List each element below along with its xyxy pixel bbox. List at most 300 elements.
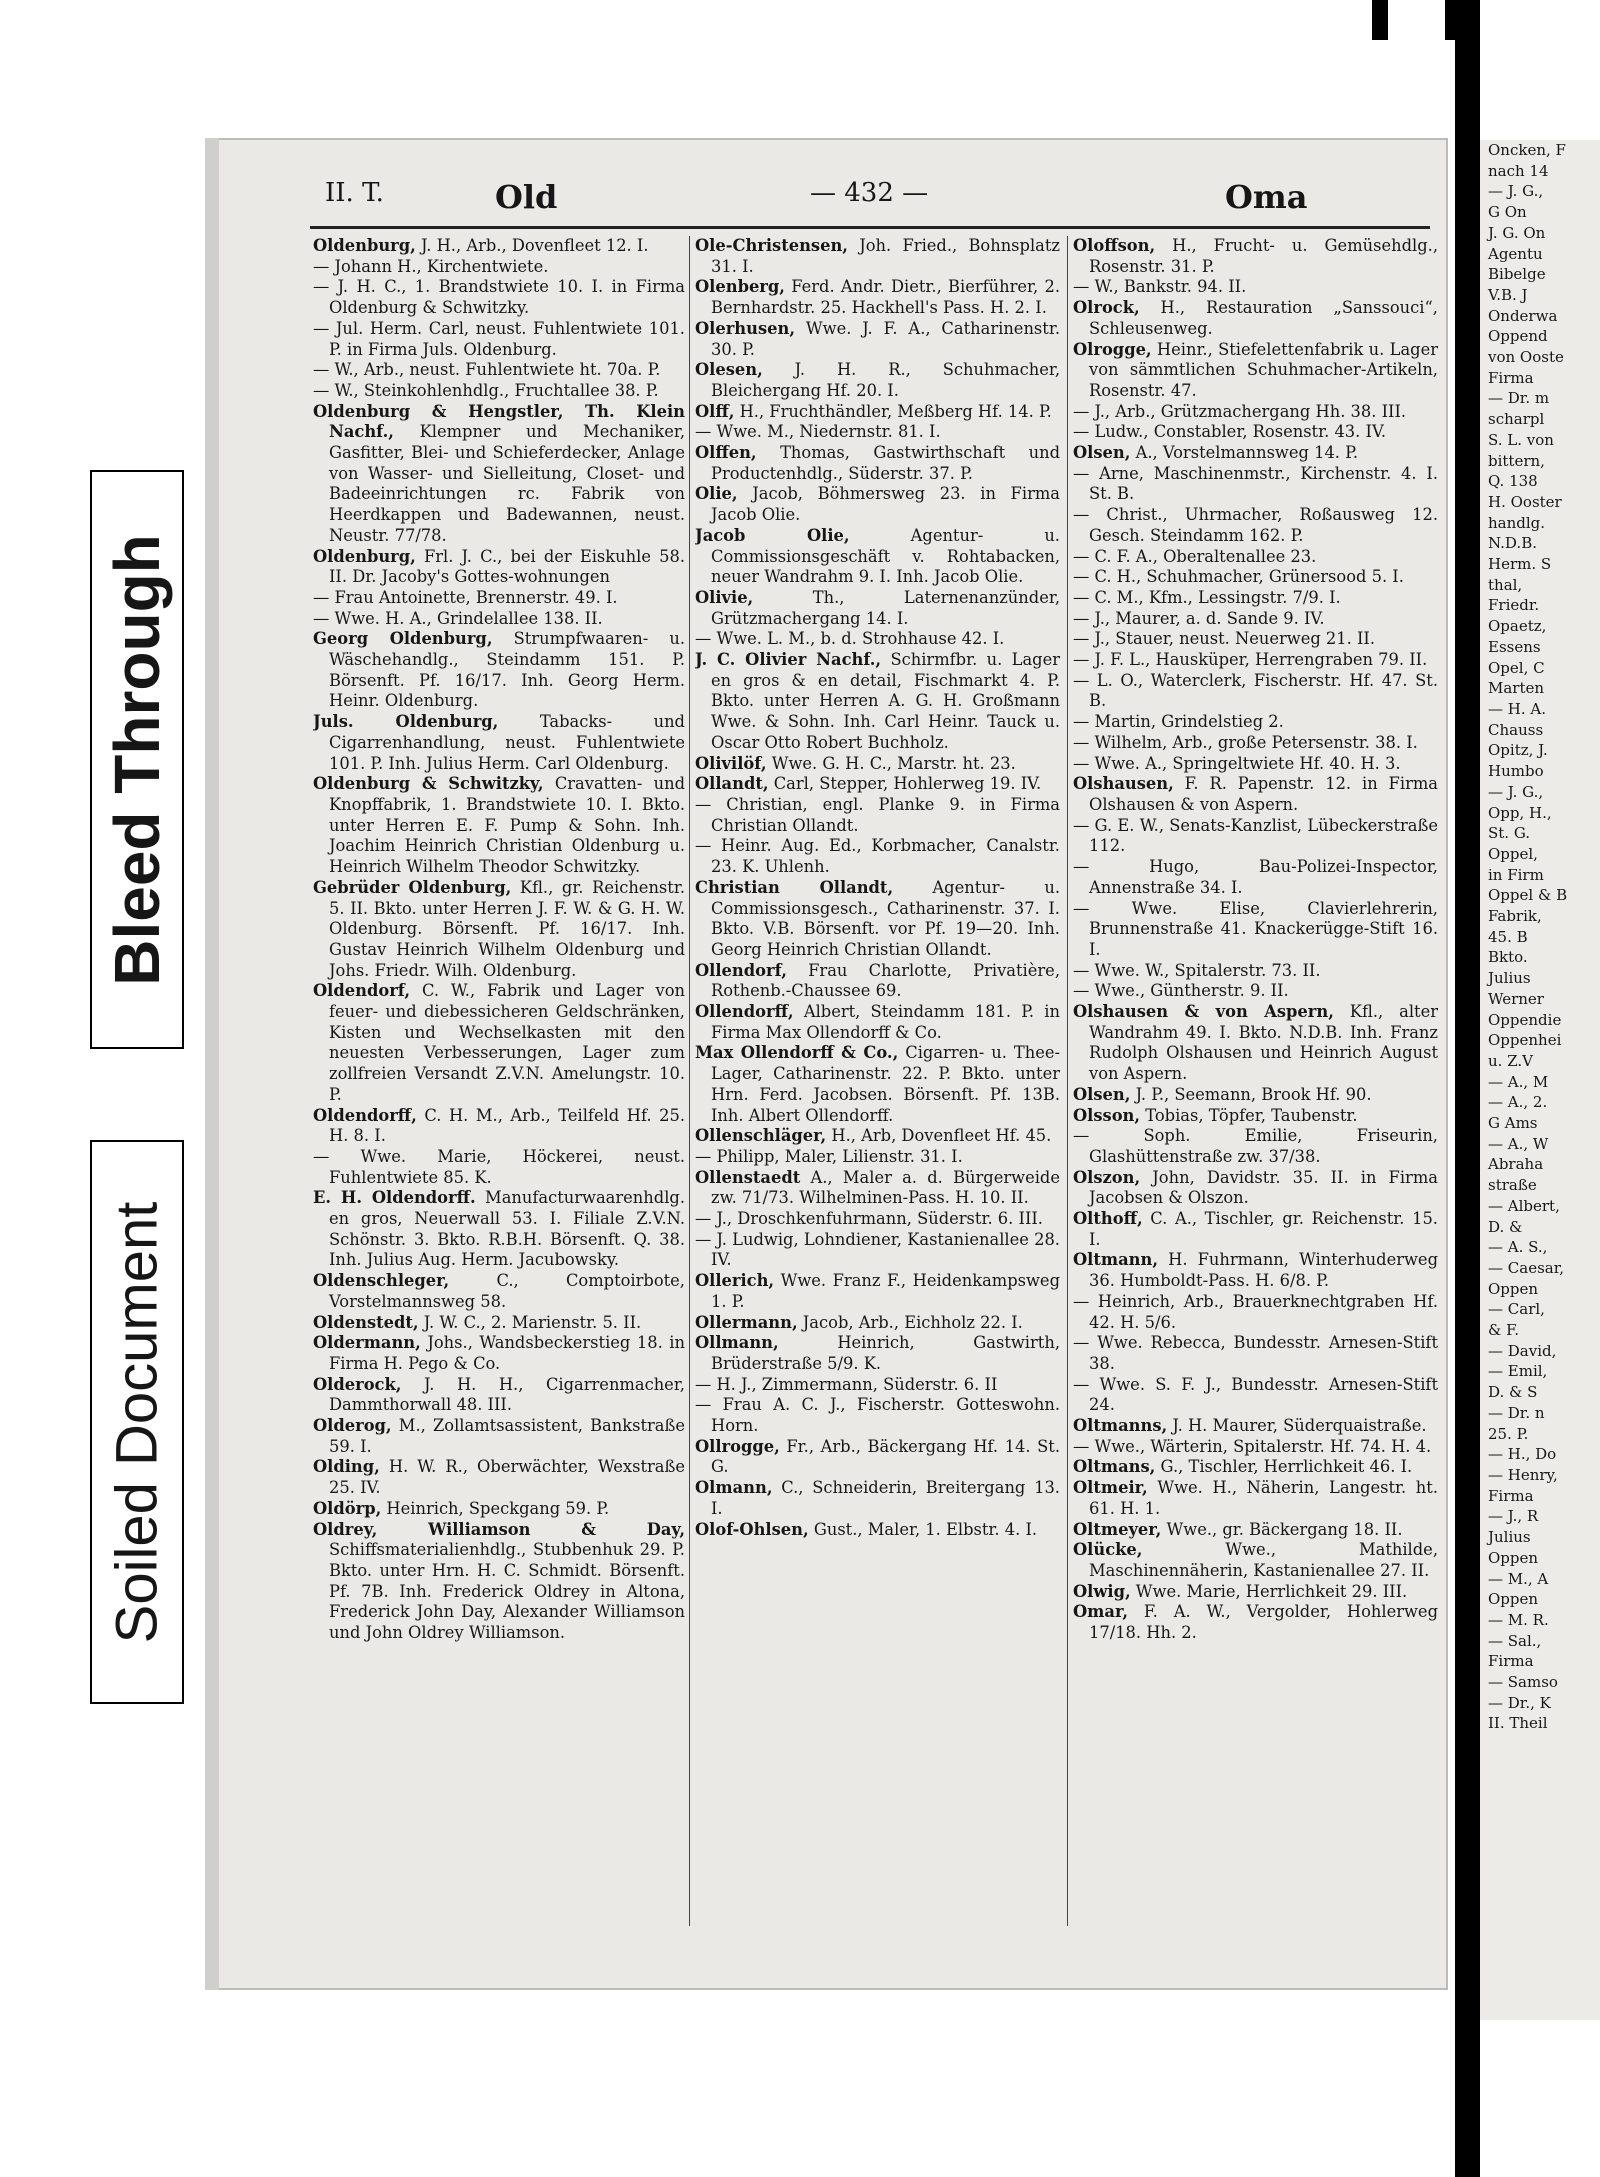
- facing-page-line: Fabrik,: [1488, 907, 1542, 926]
- entry-details: C., Schneiderin, Breitergang 13. I.: [711, 1478, 1060, 1518]
- entry-details: Wwe. Franz F., Heidenkampsweg 1. P.: [711, 1271, 1060, 1311]
- directory-entry: [313, 319, 685, 360]
- facing-page-line: Julius: [1488, 1528, 1531, 1547]
- entry-surname: Oldrey, Williamson & Day,: [313, 1519, 685, 1539]
- entry-surname: Oltmanns,: [1073, 1416, 1168, 1436]
- directory-column-1: [313, 236, 685, 1966]
- directory-entry: [313, 402, 685, 547]
- facing-page-line: N.D.B.: [1488, 534, 1537, 553]
- entry-details: A., Maler a. d. Bürgerweide zw. 71/73. Wilhelminen-Pass. H. 10. II.: [711, 1167, 1060, 1208]
- directory-entry: [1073, 277, 1438, 298]
- entry-details: H., Frucht- u. Gemüsehdlg., Rosenstr. 31. P.: [1089, 236, 1438, 276]
- facing-page-line: handlg.: [1488, 513, 1546, 532]
- entry-details: Johs., Wandsbeckerstieg 18. in Firma H. Pego & Co.: [329, 1333, 685, 1373]
- entry-details: Manufacturwaarenhdlg. en gros, Neuerwall 53. I. Filiale Z.V.N. Schönstr. 3. Bkto. R.B.H. Börsenft. Q. 38. Inh. Julius Aug. Herm. Jacubowsky.: [329, 1188, 685, 1270]
- entry-details: H., Fruchthändler, Meßberg Hf. 14. P.: [734, 401, 1052, 421]
- facing-page-line: V.B. J: [1488, 285, 1528, 304]
- directory-entry: [695, 836, 1060, 877]
- directory-entry: [313, 774, 685, 878]
- entry-details: — Wwe. Elise, Clavierlehrerin, Brunnenstraße 41. Knackerügge-Stift 16. I.: [1073, 898, 1438, 959]
- directory-entry: [1073, 1106, 1438, 1127]
- entry-details: Heinrich, Speckgang 59. P.: [381, 1498, 610, 1518]
- directory-entry: [1073, 505, 1438, 546]
- entry-surname: Ollandt,: [695, 774, 769, 794]
- directory-entry: [1073, 733, 1438, 754]
- facing-page-line: S. L. von: [1488, 430, 1554, 449]
- entry-surname: Olivie,: [695, 587, 754, 607]
- directory-entry: [313, 236, 685, 257]
- facing-page-line: — A. S.,: [1488, 1238, 1548, 1257]
- entry-details: Jacob, Arb., Eichholz 22. I.: [797, 1312, 1023, 1332]
- overlay-labels: [0, 0, 200, 2177]
- entry-details: — W., Bankstr. 94. II.: [1073, 277, 1247, 297]
- directory-entry: [695, 1126, 1060, 1147]
- entry-details: — G. E. W., Senats-Kanzlist, Lübeckerstraße 112.: [1073, 815, 1438, 856]
- entry-surname: Oldenburg & Hengstler, Th. Klein Nachf.,: [313, 401, 685, 442]
- directory-entry: [695, 1230, 1060, 1271]
- facing-page-line: Firma: [1488, 1486, 1534, 1505]
- book-spine: [1455, 0, 1480, 2177]
- entry-details: C. W., Fabrik und Lager von feuer- und diebessicheren Geldschränken, Kisten und Wechselkasten mit den neuesten Verbesserungen, Lager zum zollfreien Versandt Z.V.N. Amelungstr. 10. P.: [329, 981, 685, 1104]
- directory-entry: [695, 360, 1060, 401]
- entry-surname: Oldenburg,: [313, 236, 416, 255]
- directory-entry: [695, 526, 1060, 588]
- entry-details: — Soph. Emilie, Friseurin, Glashüttenstraße zw. 37/38.: [1073, 1126, 1438, 1166]
- directory-entry: [1073, 899, 1438, 961]
- entry-details: G., Tischler, Herrlichkeit 46. I.: [1155, 1457, 1413, 1477]
- directory-entry: [1073, 1457, 1438, 1478]
- entry-surname: E. H. Oldendorff.: [313, 1188, 476, 1208]
- directory-entry: [313, 1499, 685, 1520]
- directory-entry: [313, 1457, 685, 1498]
- directory-entry: [695, 1271, 1060, 1312]
- directory-entry: [695, 1043, 1060, 1126]
- facing-page-line: Oppendie: [1488, 1010, 1562, 1029]
- facing-page-line: Humbo: [1488, 762, 1544, 781]
- entry-details: C. H. M., Arb., Teilfeld Hf. 25. H. 8. I.: [329, 1105, 685, 1146]
- entry-surname: Oldendorff,: [313, 1105, 417, 1125]
- facing-page-line: — A., M: [1488, 1072, 1549, 1091]
- directory-entry: [695, 1478, 1060, 1519]
- directory-entry: [695, 650, 1060, 754]
- facing-page-line: & F.: [1488, 1321, 1519, 1340]
- entry-details: J. H. Maurer, Süderquaistraße.: [1167, 1416, 1427, 1436]
- facing-page-line: Friedr.: [1488, 596, 1540, 615]
- directory-entry: [1073, 588, 1438, 609]
- directory-entry: [313, 712, 685, 774]
- directory-entry: [1073, 1126, 1438, 1167]
- entry-details: J. H., Arb., Dovenfleet 12. I.: [415, 236, 649, 255]
- entry-surname: Jacob Olie,: [695, 525, 850, 545]
- directory-entry: [695, 774, 1060, 795]
- binding-edge: [1372, 0, 1388, 40]
- entry-details: Kfl., gr. Reichenstr. 5. II. Bkto. unter Herren J. F. W. & G. H. W. Oldenburg. Börsenft. Pf. 16/17. Inh. Gustav Heinrich Wilhelm Oldenburg und Johs. Friedr. Wilh. Oldenburg.: [329, 877, 685, 980]
- document-page: [205, 138, 1448, 1990]
- directory-entry: [695, 1147, 1060, 1168]
- entry-details: — Wwe. Rebecca, Bundesstr. Arnesen-Stift 38.: [1073, 1333, 1438, 1373]
- directory-entry: [1073, 650, 1438, 671]
- facing-page-line: von Ooste: [1488, 348, 1564, 367]
- entry-details: Agentur- u. Commissionsgesch., Catharinenstr. 37. I. Bkto. V.B. Börsenft. vor Pf. 19—20. Inh. Georg Heinrich Christian Ollandt.: [711, 877, 1060, 959]
- entry-details: — Wwe. H. A., Grindelallee 138. II.: [313, 608, 603, 628]
- entry-surname: Ole-Christensen,: [695, 236, 848, 255]
- entry-details: F. A. W., Vergolder, Hohlerweg 17/18. Hh. 2.: [1089, 1602, 1438, 1643]
- entry-details: Agentur- u. Commissionsgeschäft v. Rohtabacken, neuer Wandrahm 9. I. Inh. Jacob Olie.: [711, 525, 1060, 587]
- entry-surname: Ollerich,: [695, 1271, 775, 1291]
- directory-entry: [695, 878, 1060, 961]
- facing-page-line: — Dr. m: [1488, 389, 1550, 408]
- directory-entry: [313, 609, 685, 630]
- entry-details: Jacob, Böhmersweg 23. in Firma Jacob Olie.: [711, 484, 1060, 525]
- directory-entry: [695, 1375, 1060, 1396]
- entry-surname: Omar,: [1073, 1602, 1129, 1622]
- entry-surname: Oltmann,: [1073, 1250, 1159, 1270]
- entry-details: John, Davidstr. 35. II. in Firma Jacobsen & Olszon.: [1089, 1167, 1438, 1208]
- directory-entry: [695, 402, 1060, 423]
- entry-surname: Olderog,: [313, 1416, 392, 1436]
- page-number: — 432 —: [810, 178, 929, 208]
- entry-details: — W., Steinkohlenhdlg., Fruchtallee 38. P.: [313, 380, 659, 400]
- entry-details: Klempner und Mechaniker, Gasfitter, Blei- und Schieferdecker, Anlage von Wasser- und Sielleitung, Closet- und Badeeinrichtungen rc. Fabrik von Heerdkappen und Badewannen, neust. Neustr. 77/78.: [329, 422, 685, 545]
- entry-details: — Wilhelm, Arb., große Petersenstr. 38. I.: [1073, 732, 1418, 752]
- entry-details: — J. F. L., Hausküper, Herrengraben 79. II.: [1073, 650, 1428, 670]
- facing-page-line: G Ams: [1488, 1114, 1538, 1133]
- entry-surname: Olffen,: [695, 443, 757, 463]
- facing-page-line: Oppen: [1488, 1590, 1539, 1609]
- directory-entry: [695, 1333, 1060, 1374]
- entry-surname: Olshausen & von Aspern,: [1073, 1002, 1334, 1022]
- entry-surname: Max Ollendorff & Co.,: [695, 1043, 899, 1063]
- directory-entry: [1073, 1437, 1438, 1458]
- facing-page-line: Agentu: [1488, 244, 1543, 263]
- facing-page-line: Bkto.: [1488, 948, 1528, 967]
- facing-page-line: Oppend: [1488, 327, 1548, 346]
- entry-details: — Ludw., Constabler, Rosenstr. 43. IV.: [1073, 422, 1387, 442]
- facing-page-line: D. &: [1488, 1217, 1523, 1236]
- facing-page-line: Firma: [1488, 368, 1534, 387]
- facing-page-line: 45. B: [1488, 927, 1528, 946]
- directory-entry: [695, 1395, 1060, 1436]
- entry-surname: Olthoff,: [1073, 1209, 1143, 1229]
- entry-details: Strumpfwaaren- u. Wäschehandlg., Steindamm 151. P. Börsenft. Pf. 16/17. Inh. Georg Herm. Heinr. Oldenburg.: [329, 629, 685, 711]
- directory-entry: [695, 795, 1060, 836]
- entry-details: Joh. Fried., Bohnsplatz 31. I.: [711, 236, 1060, 276]
- entry-details: — Martin, Grindelstieg 2.: [1073, 712, 1284, 732]
- facing-page-line: Oppen: [1488, 1548, 1539, 1567]
- entry-surname: Olszon,: [1073, 1167, 1141, 1187]
- facing-page-line: Opitz, J.: [1488, 741, 1548, 760]
- directory-entry: [1073, 1002, 1438, 1085]
- directory-entry: [1073, 981, 1438, 1002]
- facing-page-line: — Albert,: [1488, 1196, 1560, 1215]
- facing-page-line: bittern,: [1488, 451, 1545, 470]
- directory-entry: [313, 878, 685, 982]
- directory-entry: [1073, 712, 1438, 733]
- entry-surname: Olücke,: [1073, 1540, 1143, 1560]
- facing-page-line: — Carl,: [1488, 1300, 1545, 1319]
- directory-entry: [695, 629, 1060, 650]
- directory-entry: [313, 1333, 685, 1374]
- facing-page-line: J. G. On: [1488, 223, 1546, 242]
- entry-details: Wwe., Mathilde, Maschinennäherin, Kastanienallee 27. II.: [1089, 1540, 1438, 1580]
- entry-surname: Ollrogge,: [695, 1436, 780, 1456]
- entry-surname: Olff,: [695, 401, 735, 421]
- directory-entry: [1073, 1416, 1438, 1437]
- entry-details: M., Zollamtsassistent, Bankstraße 59. I.: [329, 1416, 685, 1456]
- entry-details: — Hugo, Bau-Polizei-Inspector, Annenstraße 34. I.: [1073, 857, 1438, 897]
- entry-details: — C. M., Kfm., Lessingstr. 7/9. I.: [1073, 587, 1341, 607]
- entry-details: J. P., Seemann, Brook Hf. 90.: [1130, 1084, 1372, 1104]
- entry-details: Heinrich, Gastwirth, Brüderstraße 5/9. K.: [711, 1333, 1060, 1373]
- entry-details: H. W. R., Oberwächter, Wexstraße 25. IV.: [329, 1457, 685, 1498]
- directory-entry: [1073, 1540, 1438, 1581]
- entry-surname: Ollendorff,: [695, 1002, 794, 1022]
- entry-surname: Olivilöf,: [695, 753, 767, 773]
- directory-entry: [695, 1520, 1060, 1541]
- entry-details: Wwe. J. F. A., Catharinenstr. 30. P.: [711, 318, 1060, 359]
- directory-entry: [313, 629, 685, 712]
- entry-surname: Oltmeir,: [1073, 1478, 1148, 1498]
- directory-entry: [313, 257, 685, 278]
- entry-surname: Olrock,: [1073, 298, 1140, 318]
- facing-page-line: — David,: [1488, 1341, 1557, 1360]
- directory-entry: [1073, 1602, 1438, 1643]
- directory-entry: [1073, 816, 1438, 857]
- directory-entry: [695, 1437, 1060, 1478]
- facing-page-line: D. & S: [1488, 1383, 1538, 1402]
- entry-details: — Christian, engl. Planke 9. in Firma Christian Ollandt.: [695, 794, 1060, 835]
- entry-details: Wwe., gr. Bäckergang 18. II.: [1161, 1519, 1403, 1539]
- directory-entry: [1073, 1168, 1438, 1209]
- facing-page-line: — H., Do: [1488, 1445, 1557, 1464]
- entry-details: Frl. J. C., bei der Eiskuhle 58. II. Dr. Jacoby's Gottes-wohnungen: [329, 546, 685, 587]
- directory-entry: [313, 1188, 685, 1271]
- entry-details: — Johann H., Kirchentwiete.: [313, 256, 549, 276]
- facing-page-line: scharpl: [1488, 410, 1545, 429]
- directory-entry: [1073, 1292, 1438, 1333]
- entry-details: — Frau A. C. J., Fischerstr. Gotteswohn. Horn.: [695, 1395, 1060, 1436]
- directory-entry: [695, 484, 1060, 525]
- directory-entry: [1073, 464, 1438, 505]
- entry-surname: Oldendorf,: [313, 981, 411, 1001]
- directory-entry: [695, 443, 1060, 484]
- entry-surname: Gebrüder Oldenburg,: [313, 877, 512, 897]
- entry-details: H. Fuhrmann, Winterhuderweg 36. Humboldt-Pass. H. 6/8. P.: [1089, 1250, 1438, 1291]
- directory-entry: [1073, 236, 1438, 277]
- entry-details: Th., Laternenanzünder, Grützmachergang 14. I.: [711, 587, 1060, 628]
- directory-entry: [1073, 671, 1438, 712]
- entry-details: — Wwe. Marie, Höckerei, neust. Fuhlentwiete 85. K.: [313, 1146, 685, 1187]
- entry-details: — J., Droschkenfuhrmann, Süderstr. 6. III.: [695, 1209, 1043, 1229]
- entry-details: J. H. H., Cigarrenmacher, Dammthorwall 48. III.: [329, 1374, 685, 1415]
- directory-entry: [1073, 547, 1438, 568]
- facing-page-line: thal,: [1488, 575, 1523, 594]
- entry-details: Cravatten- und Knopffabrik, 1. Brandstwiete 10. I. Bkto. unter Herren E. F. Pump & Sohn. Inh. Joachim Heinrich Christian Oldenburg u. Heinrich Wilhelm Theodor Schwitzky.: [329, 774, 685, 877]
- section-marker: II. T.: [325, 178, 384, 208]
- directory-entry: [1073, 1250, 1438, 1291]
- entry-details: — Wwe. S. F. J., Bundesstr. Arnesen-Stift 24.: [1073, 1374, 1438, 1415]
- entry-details: Schiffsmaterialienhdlg., Stubbenhuk 29. P. Bkto. unter Hrn. H. C. Schmidt. Börsenft. Pf. 7B. Inh. Frederick Oldrey in Altona, Frederick John Day, Alexander Williamson und John Oldrey Williamson.: [329, 1540, 685, 1643]
- facing-page-line: — Dr. n: [1488, 1403, 1545, 1422]
- directory-entry: [695, 319, 1060, 360]
- directory-entry: [313, 1271, 685, 1312]
- entry-details: Frau Charlotte, Privatière, Rothenb.-Chaussee 69.: [711, 960, 1060, 1001]
- facing-page-fragment: [1480, 140, 1600, 2020]
- entry-details: Fr., Arb., Bäckergang Hf. 14. St. G.: [711, 1436, 1060, 1477]
- entry-details: — Arne, Maschinenmstr., Kirchenstr. 4. I. St. B.: [1073, 463, 1438, 504]
- entry-surname: Olerhusen,: [695, 318, 796, 338]
- directory-entry: [313, 277, 685, 318]
- directory-entry: [1073, 609, 1438, 630]
- directory-entry: [695, 1168, 1060, 1209]
- facing-page-line: Oppenhei: [1488, 1031, 1562, 1050]
- facing-page-line: Julius: [1488, 969, 1531, 988]
- directory-entry: [313, 547, 685, 588]
- facing-page-line: Bibelge: [1488, 265, 1546, 284]
- directory-entry: [1073, 1085, 1438, 1106]
- entry-surname: Georg Oldenburg,: [313, 629, 493, 649]
- entry-details: — Wwe., Güntherstr. 9. II.: [1073, 981, 1289, 1001]
- header-rule: [310, 226, 1430, 229]
- entry-details: — Heinr. Aug. Ed., Korbmacher, Canalstr. 23. K. Uhlenh.: [695, 836, 1060, 877]
- directory-entry: [1073, 402, 1438, 423]
- directory-entry: [695, 754, 1060, 775]
- directory-entry: [1073, 443, 1438, 464]
- entry-details: — W., Arb., neust. Fuhlentwiete ht. 70a. P.: [313, 360, 661, 380]
- entry-details: J. H. R., Schuhmacher, Bleichergang Hf. 20. I.: [711, 360, 1060, 400]
- directory-entry: [313, 360, 685, 381]
- bleed-through-text: Bleed Through: [101, 533, 173, 986]
- facing-page-line: — Sal.,: [1488, 1631, 1542, 1650]
- directory-entry: [1073, 1209, 1438, 1250]
- entry-details: — C. H., Schuhmacher, Grünersood 5. I.: [1073, 567, 1404, 587]
- entry-details: C., Comptoirbote, Vorstelmannsweg 58.: [329, 1271, 685, 1311]
- facing-page-line: Marten: [1488, 679, 1545, 698]
- entry-details: A., Vorstelmannsweg 14. P.: [1130, 443, 1358, 463]
- right-catchword: Oma: [1225, 178, 1308, 216]
- facing-page-line: H. Ooster: [1488, 492, 1562, 511]
- directory-entry: [1073, 754, 1438, 775]
- directory-entry: [313, 981, 685, 1105]
- left-catchword: Old: [495, 178, 558, 216]
- entry-details: Tabacks- und Cigarrenhandlung, neust. Fuhlentwiete 101. P. Inh. Julius Herm. Carl Oldenburg.: [329, 712, 685, 773]
- facing-page-line: — J. G.,: [1488, 182, 1544, 201]
- entry-details: F. R. Papenstr. 12. in Firma Olshausen & von Aspern.: [1089, 774, 1438, 814]
- entry-surname: Olof-Ohlsen,: [695, 1519, 809, 1539]
- entry-details: Thomas, Gastwirthschaft und Productenhdlg., Süderstr. 37. P.: [711, 443, 1060, 483]
- directory-entry: [695, 1209, 1060, 1230]
- entry-details: J. W. C., 2. Marienstr. 5. II.: [418, 1312, 642, 1332]
- entry-details: — J., Maurer, a. d. Sande 9. IV.: [1073, 608, 1325, 628]
- directory-column-3: [1073, 236, 1438, 1966]
- entry-surname: Olmann,: [695, 1478, 773, 1498]
- facing-page-line: Oppel & B: [1488, 886, 1568, 905]
- entry-surname: Olesen,: [695, 360, 763, 380]
- entry-details: Kfl., alter Wandrahm 49. I. Bkto. N.D.B. Inh. Franz Rudolph Olshausen und Heinrich August von Aspern.: [1089, 1002, 1438, 1084]
- directory-entry: [313, 588, 685, 609]
- entry-surname: Oldenstedt,: [313, 1312, 419, 1332]
- entry-details: — Wwe. A., Springeltwiete Hf. 40. H. 3.: [1073, 753, 1401, 773]
- facing-page-line: II. Theil: [1488, 1714, 1548, 1733]
- entry-details: — Wwe., Wärterin, Spitalerstr. Hf. 74. H. 4.: [1073, 1436, 1432, 1456]
- directory-entry: [1073, 857, 1438, 898]
- entry-surname: Christian Ollandt,: [695, 877, 894, 897]
- column-divider: [1067, 236, 1068, 1926]
- facing-page-line: — Dr., K: [1488, 1693, 1551, 1712]
- facing-page-line: Oppen: [1488, 1279, 1539, 1298]
- facing-page-line: Onderwa: [1488, 306, 1558, 325]
- facing-page-line: Werner: [1488, 989, 1544, 1008]
- entry-details: — H. J., Zimmermann, Süderstr. 6. II: [695, 1374, 998, 1394]
- entry-details: — Christ., Uhrmacher, Roßausweg 12. Gesch. Steindamm 162. P.: [1073, 505, 1438, 545]
- directory-entry: [313, 1313, 685, 1334]
- entry-surname: Oldörp,: [313, 1498, 382, 1518]
- entry-surname: Ollendorf,: [695, 960, 787, 980]
- entry-surname: Oldenburg & Schwitzky,: [313, 774, 544, 794]
- directory-entry: [1073, 629, 1438, 650]
- entry-details: Cigarren- u. Thee-Lager, Catharinenstr. 22. P. Bkto. unter Hrn. Ferd. Jacobsen. Börsenft. Pf. 13B. Inh. Albert Ollendorff.: [711, 1043, 1060, 1125]
- entry-details: — J. H. C., 1. Brandstwiete 10. I. in Firma Oldenburg & Schwitzky.: [313, 277, 685, 318]
- entry-details: Schirmfbr. u. Lager en gros & en detail, Fischmarkt 4. P. Bkto. unter Herren A. G. H. Großmann Wwe. & Sohn. Inh. Carl Heinr. Tauck u. Oscar Otto Robert Buchholz.: [711, 650, 1060, 752]
- facing-page-line: — Caesar,: [1488, 1258, 1564, 1277]
- entry-surname: Ollenstaedt: [695, 1167, 801, 1187]
- entry-details: — Wwe. W., Spitalerstr. 73. II.: [1073, 960, 1321, 980]
- facing-page-line: — Henry,: [1488, 1466, 1558, 1484]
- entry-details: Carl, Stepper, Hohlerweg 19. IV.: [768, 774, 1042, 794]
- entry-surname: Juls. Oldenburg,: [313, 712, 499, 732]
- facing-page-line: — H. A.: [1488, 699, 1546, 718]
- entry-details: H., Restauration „Sanssouci“, Schleusenweg.: [1089, 298, 1438, 338]
- entry-details: — J., Arb., Grützmachergang Hh. 38. III.: [1073, 401, 1407, 421]
- facing-page-line: St. G.: [1488, 824, 1531, 843]
- entry-details: — Frau Antoinette, Brennerstr. 49. I.: [313, 587, 618, 607]
- entry-surname: Olsen,: [1073, 443, 1131, 463]
- bleed-through-label: [90, 470, 184, 1049]
- entry-details: Tobias, Töpfer, Taubenstr.: [1140, 1105, 1358, 1125]
- directory-entry: [1073, 1582, 1438, 1603]
- entry-details: Heinr., Stiefelettenfabrik u. Lager von sämmtlichen Schuhmacher-Artikeln, Rosenstr. 47.: [1089, 339, 1438, 400]
- facing-page-line: 25. P.: [1488, 1424, 1529, 1443]
- column-divider: [689, 236, 690, 1926]
- directory-entry: [313, 1106, 685, 1147]
- directory-entry: [1073, 1375, 1438, 1416]
- directory-entry: [695, 277, 1060, 318]
- entry-surname: Oldenschleger,: [313, 1271, 450, 1291]
- entry-surname: Olding,: [313, 1457, 380, 1477]
- facing-page-line: Essens: [1488, 637, 1541, 656]
- entry-details: H., Arb, Dovenfleet Hf. 45.: [826, 1126, 1052, 1146]
- facing-page-line: in Firm: [1488, 865, 1544, 884]
- directory-entry: [695, 422, 1060, 443]
- entry-surname: Ollmann,: [695, 1333, 779, 1353]
- directory-entry: [1073, 1520, 1438, 1541]
- directory-entry: [313, 1520, 685, 1644]
- facing-page-line: Opaetz,: [1488, 617, 1547, 636]
- directory-entry: [1073, 1478, 1438, 1519]
- directory-entry: [1073, 340, 1438, 402]
- entry-surname: Oloffson,: [1073, 236, 1156, 255]
- directory-entry: [695, 236, 1060, 277]
- entry-details: — Philipp, Maler, Lilienstr. 31. I.: [695, 1146, 963, 1166]
- facing-page-line: u. Z.V: [1488, 1051, 1533, 1070]
- facing-page-line: — J., R: [1488, 1507, 1539, 1526]
- entry-details: — C. F. A., Oberaltenallee 23.: [1073, 546, 1317, 566]
- facing-page-line: — Emil,: [1488, 1362, 1548, 1381]
- entry-surname: Olrogge,: [1073, 339, 1152, 359]
- facing-page-line: Chauss: [1488, 720, 1544, 739]
- entry-surname: Ollermann,: [695, 1312, 798, 1332]
- entry-details: C. A., Tischler, gr. Reichenstr. 15. I.: [1089, 1209, 1438, 1249]
